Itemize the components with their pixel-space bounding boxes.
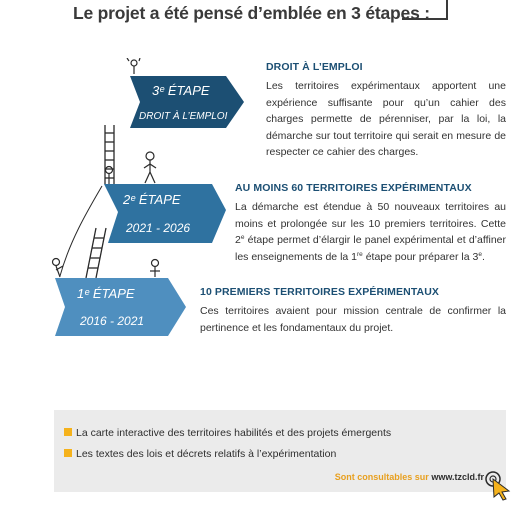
page-title: Le projet a été pensé d’emblée en 3 étapes : [73,3,430,23]
section-step-2-title: AU MOINS 60 TERRITOIRES EXPÉRIMENTAUX [235,182,472,194]
section-step-1 [200,286,506,336]
resources-box [54,410,506,492]
click-cursor-icon [483,469,515,501]
step-2-banner [104,184,226,243]
site-link[interactable]: Sont consultables sur www.tzcld.fr [334,472,484,482]
bullet-square-icon [64,449,72,457]
person-top [127,58,140,74]
bullet-square-icon [64,428,72,436]
section-step-2 [235,182,506,265]
step-1-label: 1ᵉ ÉTAPE [77,286,135,301]
step-2-label: 2ᵉ ÉTAPE [123,192,181,207]
resource-item-map[interactable]: La carte interactive des territoires habilités et des projets émergents [64,427,391,439]
people-bottom [53,259,161,278]
ladder-middle [86,228,106,278]
section-step-1-text: Ces territoires avaient pour mission centrale de confirmer la pertinence et les fondamentaux du projet. [200,305,506,334]
section-step-1-title: 10 PREMIERS TERRITOIRES EXPÉRIMENTAUX [200,286,440,298]
step-1-banner [55,278,186,336]
step-2-sub: 2021 - 2026 [126,221,191,235]
people-middle [106,152,157,184]
section-step-3 [266,61,506,161]
resource-item-laws[interactable]: Les textes des lois et décrets relatifs à l’expérimentation [64,448,336,460]
header-underline [402,0,448,20]
step-3-sub: DROIT À L’EMPLOI [139,111,228,122]
section-step-3-text: Les territoires expérimentaux apportent une expérience suffisante pour qu’un cahier des charges permette de pérenniser, par la loi, la démarche sur tout territoire qui serait en mesure de respecter ce cahier des charges. [266,80,506,158]
step-3-banner [130,76,244,128]
section-step-2-text: La démarche est étendue à 50 nouveaux territoires au moins et prolongée sur les 10 premiers territoires. Cette 2e étape permet d’élargir le panel expérimental et d’affiner les enseignements de la 1re étape pour préparer la 3e. [235,201,506,263]
section-step-3-title: DROIT À L’EMPLOI [266,61,363,73]
step-3-label: 3ᵉ ÉTAPE [152,83,210,98]
step-1-sub: 2016 - 2021 [80,314,145,328]
